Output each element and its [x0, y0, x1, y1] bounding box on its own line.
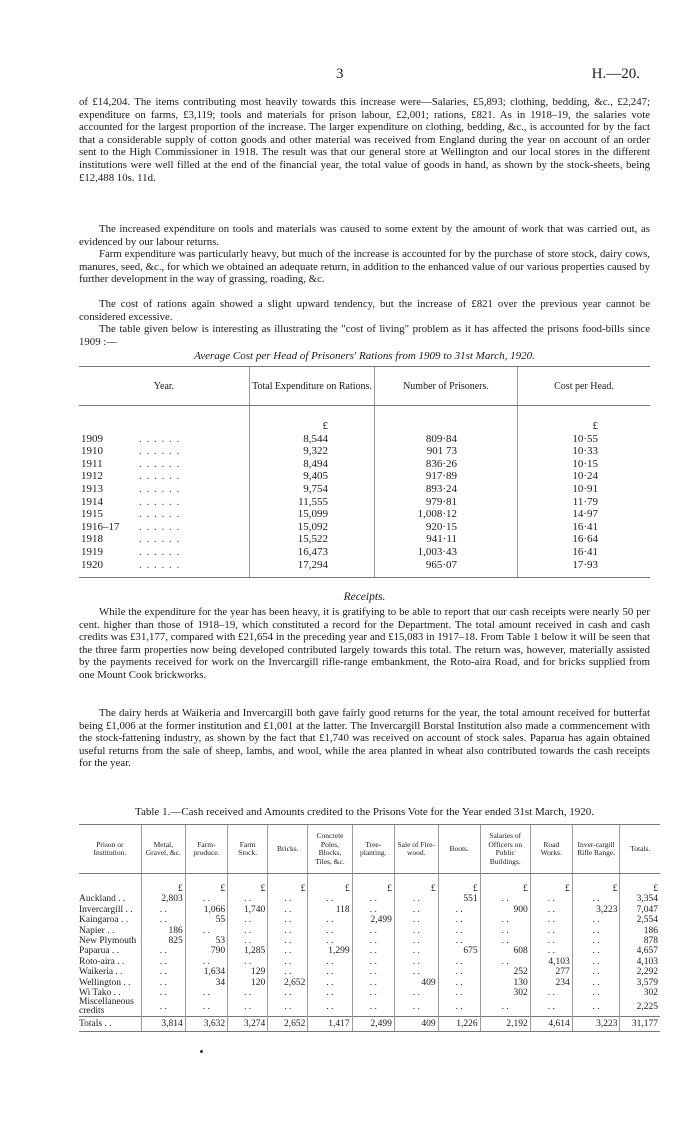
value-cell: 10·91: [518, 483, 651, 496]
value-cell: 16·64: [518, 533, 651, 546]
table-row: [79, 445, 650, 458]
value-cell: 1,003·43: [375, 546, 518, 559]
amount-cell: 302: [620, 988, 660, 998]
column-header: Number of Prisoners.: [375, 367, 518, 406]
year-label: 1913: [81, 482, 103, 495]
amount-cell: . .: [394, 967, 438, 977]
leader-dots: . . . . . .: [139, 558, 181, 571]
amount-cell: 3,274: [228, 1017, 268, 1032]
amount-cell: . .: [530, 905, 572, 915]
amount-cell: 1,417: [308, 1017, 352, 1032]
amount-cell: 551: [438, 894, 480, 904]
institution-cell: [79, 874, 141, 895]
amount-cell: £: [572, 874, 620, 895]
amount-cell: . .: [572, 988, 620, 998]
paragraph-table-intro: The table given below is interesting as illustrating the "cost of living" problem as it has affected the prisons food-bills since 1909 :—: [79, 323, 650, 348]
amount-cell: . .: [572, 957, 620, 967]
table-row: [79, 905, 660, 915]
amount-cell: 186: [141, 926, 185, 936]
amount-cell: . .: [352, 946, 394, 956]
amount-cell: 31,177: [620, 1017, 660, 1032]
table-row: [79, 926, 660, 936]
column-header: Boots.: [438, 825, 480, 874]
table-row: [79, 998, 660, 1017]
year-label: 1912: [81, 470, 103, 483]
amount-cell: £: [620, 874, 660, 895]
table-row: [79, 433, 650, 446]
value-cell: 9,405: [250, 470, 375, 483]
value-cell: 14·97: [518, 508, 651, 521]
leader-dots: . . . . . .: [139, 520, 181, 533]
amount-cell: 186: [620, 926, 660, 936]
year-label: 1919: [81, 545, 103, 558]
year-cell: [79, 546, 250, 559]
amount-cell: 1,299: [308, 946, 352, 956]
amount-cell: . .: [394, 915, 438, 925]
amount-cell: . .: [352, 936, 394, 946]
amount-cell: 1,634: [185, 967, 227, 977]
leader-dots: . . . . . .: [139, 508, 181, 521]
value-cell: 16·41: [518, 521, 651, 534]
value-cell: 17·93: [518, 559, 651, 578]
value-cell: 809·84: [375, 433, 518, 446]
ink-dot: [200, 1050, 203, 1053]
table-row: [79, 483, 650, 496]
amount-cell: . .: [308, 957, 352, 967]
value-cell: 11,555: [250, 496, 375, 509]
amount-cell: 2,499: [352, 1017, 394, 1032]
parliamentary-reference: H.—20.: [591, 66, 640, 82]
amount-cell: . .: [268, 936, 308, 946]
amount-cell: . .: [141, 978, 185, 988]
amount-cell: 409: [394, 1017, 438, 1032]
amount-cell: . .: [530, 998, 572, 1017]
paragraph-farm: Farm expenditure was particularly heavy, but much of the increase is accounted for by the purchase of store stock, dairy cows, manures, seed, &c., for which we obtained an adequate return, in addition to the enhanced value of our various properties caused by further development in the way of grassing, roading, &c.: [79, 248, 650, 286]
amount-cell: £: [228, 874, 268, 895]
amount-cell: . .: [228, 936, 268, 946]
column-header: Cost per Head.: [518, 367, 651, 406]
amount-cell: . .: [572, 926, 620, 936]
amount-cell: . .: [228, 957, 268, 967]
amount-cell: . .: [308, 926, 352, 936]
year-cell: [79, 508, 250, 521]
column-header: Concrete Poles, Blocks, Tiles, &c.: [308, 825, 352, 874]
amount-cell: 4,614: [530, 1017, 572, 1032]
amount-cell: 4,103: [620, 957, 660, 967]
amount-cell: 790: [185, 946, 227, 956]
amount-cell: . .: [308, 915, 352, 925]
table-row: [79, 559, 650, 578]
amount-cell: . .: [141, 915, 185, 925]
amount-cell: . .: [141, 988, 185, 998]
amount-cell: . .: [185, 998, 227, 1017]
amount-cell: . .: [185, 988, 227, 998]
year-label: 1918: [81, 533, 103, 546]
totals-row: [79, 1017, 660, 1032]
year-label: 1914: [81, 495, 103, 508]
column-header: Salaries of Officers on Public Buildings.: [480, 825, 530, 874]
amount-cell: . .: [438, 998, 480, 1017]
table-row: [79, 508, 650, 521]
table-row: [79, 546, 650, 559]
amount-cell: . .: [530, 936, 572, 946]
leader-dots: . . . . . .: [139, 432, 181, 445]
amount-cell: . .: [530, 915, 572, 925]
table-row: [79, 988, 660, 998]
table-row: [79, 470, 650, 483]
amount-cell: . .: [352, 967, 394, 977]
leader-dots: . . . . . .: [139, 457, 181, 470]
amount-cell: . .: [438, 915, 480, 925]
paragraph-rations: The cost of rations again showed a slight upward tendency, but the increase of £821 over the previous year cannot be considered excessive.: [79, 298, 650, 323]
amount-cell: . .: [394, 936, 438, 946]
leader-dots: . . . . . .: [139, 470, 181, 483]
amount-cell: 55: [185, 915, 227, 925]
value-cell: 17,294: [250, 559, 375, 578]
unit-row: [79, 874, 660, 895]
year-cell: [79, 470, 250, 483]
amount-cell: . .: [394, 988, 438, 998]
value-cell: 10·15: [518, 458, 651, 471]
value-cell: 901 73: [375, 445, 518, 458]
institution-cell: Napier . .: [79, 925, 115, 936]
column-header: Metal, Gravel, &c.: [141, 825, 185, 874]
amount-cell: . .: [308, 894, 352, 904]
amount-cell: £: [308, 874, 352, 895]
amount-cell: . .: [572, 894, 620, 904]
amount-cell: . .: [438, 926, 480, 936]
value-cell: 965·07: [375, 559, 518, 578]
amount-cell: . .: [185, 894, 227, 904]
column-header: Year.: [79, 367, 250, 406]
amount-cell: . .: [268, 957, 308, 967]
amount-cell: 3,223: [572, 905, 620, 915]
amount-cell: . .: [438, 978, 480, 988]
leader-dots: . . . . . .: [139, 495, 181, 508]
amount-cell: £: [530, 874, 572, 895]
paragraph-tools: The increased expenditure on tools and materials was caused to some extent by the amount of work that was carried out, as evidenced by our labour returns.: [79, 223, 650, 248]
amount-cell: 2,225: [620, 998, 660, 1017]
amount-cell: . .: [438, 905, 480, 915]
value-cell: 15,522: [250, 533, 375, 546]
table-row: [79, 458, 650, 471]
amount-cell: . .: [480, 998, 530, 1017]
year-label: 1910: [81, 445, 103, 458]
amount-cell: 2,652: [268, 1017, 308, 1032]
year-cell: [79, 483, 250, 496]
value-cell: 920·15: [375, 521, 518, 534]
table-row: [79, 946, 660, 956]
value-cell: 941·11: [375, 533, 518, 546]
unit-cell: £: [250, 406, 375, 433]
amount-cell: 3,632: [185, 1017, 227, 1032]
value-cell: 10·55: [518, 433, 651, 446]
amount-cell: 2,292: [620, 967, 660, 977]
amount-cell: £: [394, 874, 438, 895]
amount-cell: 1,740: [228, 905, 268, 915]
amount-cell: . .: [141, 967, 185, 977]
year-cell: [79, 521, 250, 534]
amount-cell: . .: [394, 905, 438, 915]
amount-cell: . .: [228, 998, 268, 1017]
amount-cell: . .: [438, 957, 480, 967]
avg-table-caption: Average Cost per Head of Prisoners' Rations from 1909 to 31st March, 1920.: [194, 350, 535, 362]
year-label: 1920: [81, 558, 103, 571]
amount-cell: . .: [228, 988, 268, 998]
column-header: Farm Stock.: [228, 825, 268, 874]
institution-cell: Wellington . .: [79, 977, 131, 988]
value-cell: 836·26: [375, 458, 518, 471]
table-row: [79, 496, 650, 509]
amount-cell: . .: [268, 967, 308, 977]
column-header: Sale of Fire-wood.: [394, 825, 438, 874]
amount-cell: 4,657: [620, 946, 660, 956]
value-cell: 9,754: [250, 483, 375, 496]
amount-cell: 34: [185, 978, 227, 988]
amount-cell: . .: [572, 998, 620, 1017]
table-row: [79, 894, 660, 904]
column-header: Farm-produce.: [185, 825, 227, 874]
amount-cell: . .: [308, 936, 352, 946]
amount-cell: . .: [185, 957, 227, 967]
paragraph-receipts: While the expenditure for the year has been heavy, it is gratifying to be able to report that our cash receipts were nearly 50 per cent. higher than those of 1918–19, which constituted a record for the Department. The total amount received in cash and cash credits was £31,177, compared with £21,654 in the preceding year and £15,083 in 1917–18. From Table 1 below it will be seen that the three farm properties now being developed contributed largely towards this total. The return was, however, materially assisted by the payments received for work on the Invercargill rifle-range embankment, the Roto-aira Road, and for bricks supplied from one Mount Cook brickworks.: [79, 606, 650, 681]
institution-cell: Waikeria . .: [79, 967, 123, 978]
amount-cell: . .: [228, 894, 268, 904]
amount-cell: . .: [268, 988, 308, 998]
value-cell: 979·81: [375, 496, 518, 509]
year-cell: [79, 433, 250, 446]
value-cell: 917·89: [375, 470, 518, 483]
amount-cell: 3,354: [620, 894, 660, 904]
amount-cell: . .: [572, 978, 620, 988]
amount-cell: £: [185, 874, 227, 895]
amount-cell: 129: [228, 967, 268, 977]
amount-cell: . .: [394, 998, 438, 1017]
amount-cell: . .: [308, 978, 352, 988]
column-header: Total Expenditure on Rations.: [250, 367, 375, 406]
institution-cell: Wi Tako . .: [79, 988, 121, 999]
table-header-row: [79, 367, 650, 406]
amount-cell: . .: [530, 926, 572, 936]
value-cell: 10·33: [518, 445, 651, 458]
amount-cell: . .: [530, 894, 572, 904]
amount-cell: . .: [268, 926, 308, 936]
institution-cell: Auckland . .: [79, 894, 126, 905]
amount-cell: . .: [352, 957, 394, 967]
amount-cell: . .: [141, 998, 185, 1017]
institution-cell: Miscellaneous credits: [79, 997, 134, 1017]
unit-cell: £: [518, 406, 651, 433]
value-cell: 9,322: [250, 445, 375, 458]
amount-cell: . .: [572, 946, 620, 956]
year-label: 1915: [81, 508, 103, 521]
amount-cell: 878: [620, 936, 660, 946]
amount-cell: 675: [438, 946, 480, 956]
cash-received-table: [79, 824, 660, 1032]
institution-cell: Totals . .: [79, 1017, 141, 1032]
amount-cell: 2,554: [620, 915, 660, 925]
amount-cell: . .: [308, 998, 352, 1017]
amount-cell: 53: [185, 936, 227, 946]
year-cell: [79, 496, 250, 509]
amount-cell: 120: [228, 978, 268, 988]
amount-cell: £: [438, 874, 480, 895]
table-row: [79, 915, 660, 925]
amount-cell: 409: [394, 978, 438, 988]
receipts-heading: Receipts.: [343, 591, 386, 603]
amount-cell: . .: [438, 988, 480, 998]
table-row: [79, 978, 660, 988]
amount-cell: 900: [480, 905, 530, 915]
rations-cost-table: [79, 366, 650, 578]
amount-cell: . .: [572, 936, 620, 946]
amount-cell: . .: [352, 998, 394, 1017]
paragraph-expenditure: of £14,204. The items contributing most heavily towards this increase were—Salaries, £5,893; clothing, bedding, &c., £2,247; expenditure on farms, £3,119; tools and materials for prison labour, £2,001; rations, £821. As in 1918–19, the salaries vote accounted for the largest proportion of the increase. The larger expenditure on clothing, bedding, &c., is accounted for by the fact that a considerable supply of cotton goods and other material was received from England during the year on account of an order sent to the High Commissioner in 1918. The result was that our general store at Wellington and our local stores in the different institutions were well filled at the end of the financial year, the total value of goods in hand, as shown by the stock-sheets, being £12,488 10s. 11d.: [79, 96, 650, 184]
amount-cell: . .: [268, 998, 308, 1017]
amount-cell: . .: [141, 905, 185, 915]
table-row: [79, 967, 660, 977]
institution-cell: Roto-aira . .: [79, 956, 125, 967]
leader-dots: . . . . . .: [139, 545, 181, 558]
column-header: Bricks.: [268, 825, 308, 874]
column-header: Totals.: [620, 825, 660, 874]
year-cell: [79, 533, 250, 546]
value-cell: 1,008·12: [375, 508, 518, 521]
year-cell: [79, 458, 250, 471]
unit-row: [79, 406, 650, 433]
amount-cell: 234: [530, 978, 572, 988]
amount-cell: 302: [480, 988, 530, 998]
amount-cell: . .: [530, 988, 572, 998]
table-row: [79, 936, 660, 946]
institution-cell: Invercargill . .: [79, 904, 133, 915]
column-header: Road Works.: [530, 825, 572, 874]
amount-cell: . .: [352, 894, 394, 904]
amount-cell: . .: [228, 915, 268, 925]
amount-cell: 4,103: [530, 957, 572, 967]
leader-dots: . . . . . .: [139, 482, 181, 495]
unit-cell: [375, 406, 518, 433]
table1-caption: Table 1.—Cash received and Amounts credited to the Prisons Vote for the Year ended 31st March, 1920.: [135, 806, 594, 818]
column-header: Tree-planting.: [352, 825, 394, 874]
amount-cell: 2,192: [480, 1017, 530, 1032]
amount-cell: . .: [572, 915, 620, 925]
year-label: 1916–17: [81, 520, 120, 533]
institution-cell: Paparua . .: [79, 946, 120, 957]
page-number: 3: [336, 66, 344, 82]
column-header: Prison or Institution.: [79, 825, 141, 874]
amount-cell: 130: [480, 978, 530, 988]
amount-cell: 3,223: [572, 1017, 620, 1032]
amount-cell: . .: [480, 926, 530, 936]
amount-cell: . .: [530, 946, 572, 956]
amount-cell: . .: [394, 926, 438, 936]
amount-cell: 2,499: [352, 915, 394, 925]
amount-cell: 1,066: [185, 905, 227, 915]
amount-cell: £: [480, 874, 530, 895]
amount-cell: . .: [438, 967, 480, 977]
amount-cell: 118: [308, 905, 352, 915]
amount-cell: . .: [141, 946, 185, 956]
value-cell: 893·24: [375, 483, 518, 496]
amount-cell: . .: [268, 894, 308, 904]
amount-cell: . .: [394, 957, 438, 967]
amount-cell: £: [141, 874, 185, 895]
value-cell: 15,099: [250, 508, 375, 521]
value-cell: 15,092: [250, 521, 375, 534]
amount-cell: . .: [268, 946, 308, 956]
amount-cell: . .: [228, 926, 268, 936]
value-cell: 8,494: [250, 458, 375, 471]
table-header-row: [79, 825, 660, 874]
amount-cell: 277: [530, 967, 572, 977]
value-cell: 16·41: [518, 546, 651, 559]
amount-cell: 608: [480, 946, 530, 956]
leader-dots: . . . . . .: [139, 533, 181, 546]
amount-cell: . .: [185, 926, 227, 936]
table-row: [79, 533, 650, 546]
amount-cell: . .: [141, 957, 185, 967]
amount-cell: 252: [480, 967, 530, 977]
amount-cell: . .: [352, 905, 394, 915]
amount-cell: . .: [480, 936, 530, 946]
amount-cell: . .: [438, 936, 480, 946]
amount-cell: . .: [394, 894, 438, 904]
column-header: Inver-cargill Rifle Range.: [572, 825, 620, 874]
year-cell: [79, 559, 250, 578]
value-cell: 8,544: [250, 433, 375, 446]
year-label: 1911: [81, 457, 103, 470]
value-cell: 10·24: [518, 470, 651, 483]
institution-cell: Kaingaroa . .: [79, 915, 129, 926]
amount-cell: 7,047: [620, 905, 660, 915]
amount-cell: . .: [308, 988, 352, 998]
value-cell: 16,473: [250, 546, 375, 559]
amount-cell: . .: [268, 915, 308, 925]
paragraph-dairy: The dairy herds at Waikeria and Invercargill both gave fairly good returns for the year, the total amount received for butterfat being £1,006 at the former institution and £1,001 at the latter. The Invercargill Borstal Institution also made a commencement with the stock-fattening industry, as shown by the fact that £1,740 was received on account of stock sales. Paparua has again obtained useful returns from the sale of sheep, lambs, and wool, while the area planted in wheat also contributed towards the cash receipts for the year.: [79, 707, 650, 770]
amount-cell: . .: [352, 978, 394, 988]
year-label: 1909: [81, 432, 103, 445]
amount-cell: 825: [141, 936, 185, 946]
amount-cell: £: [268, 874, 308, 895]
amount-cell: . .: [480, 957, 530, 967]
table-row: [79, 521, 650, 534]
amount-cell: 2,803: [141, 894, 185, 904]
year-cell: [79, 445, 250, 458]
leader-dots: . . . . . .: [139, 445, 181, 458]
amount-cell: . .: [480, 915, 530, 925]
amount-cell: 1,226: [438, 1017, 480, 1032]
amount-cell: . .: [394, 946, 438, 956]
institution-cell: New Plymouth: [79, 936, 137, 947]
amount-cell: 2,652: [268, 978, 308, 988]
amount-cell: £: [352, 874, 394, 895]
amount-cell: 3,814: [141, 1017, 185, 1032]
table-row: [79, 957, 660, 967]
amount-cell: . .: [268, 905, 308, 915]
amount-cell: . .: [352, 926, 394, 936]
amount-cell: . .: [352, 988, 394, 998]
amount-cell: 1,285: [228, 946, 268, 956]
value-cell: 11·79: [518, 496, 651, 509]
amount-cell: . .: [308, 967, 352, 977]
amount-cell: . .: [480, 894, 530, 904]
amount-cell: . .: [572, 967, 620, 977]
unit-cell: [79, 406, 250, 433]
amount-cell: 3,579: [620, 978, 660, 988]
